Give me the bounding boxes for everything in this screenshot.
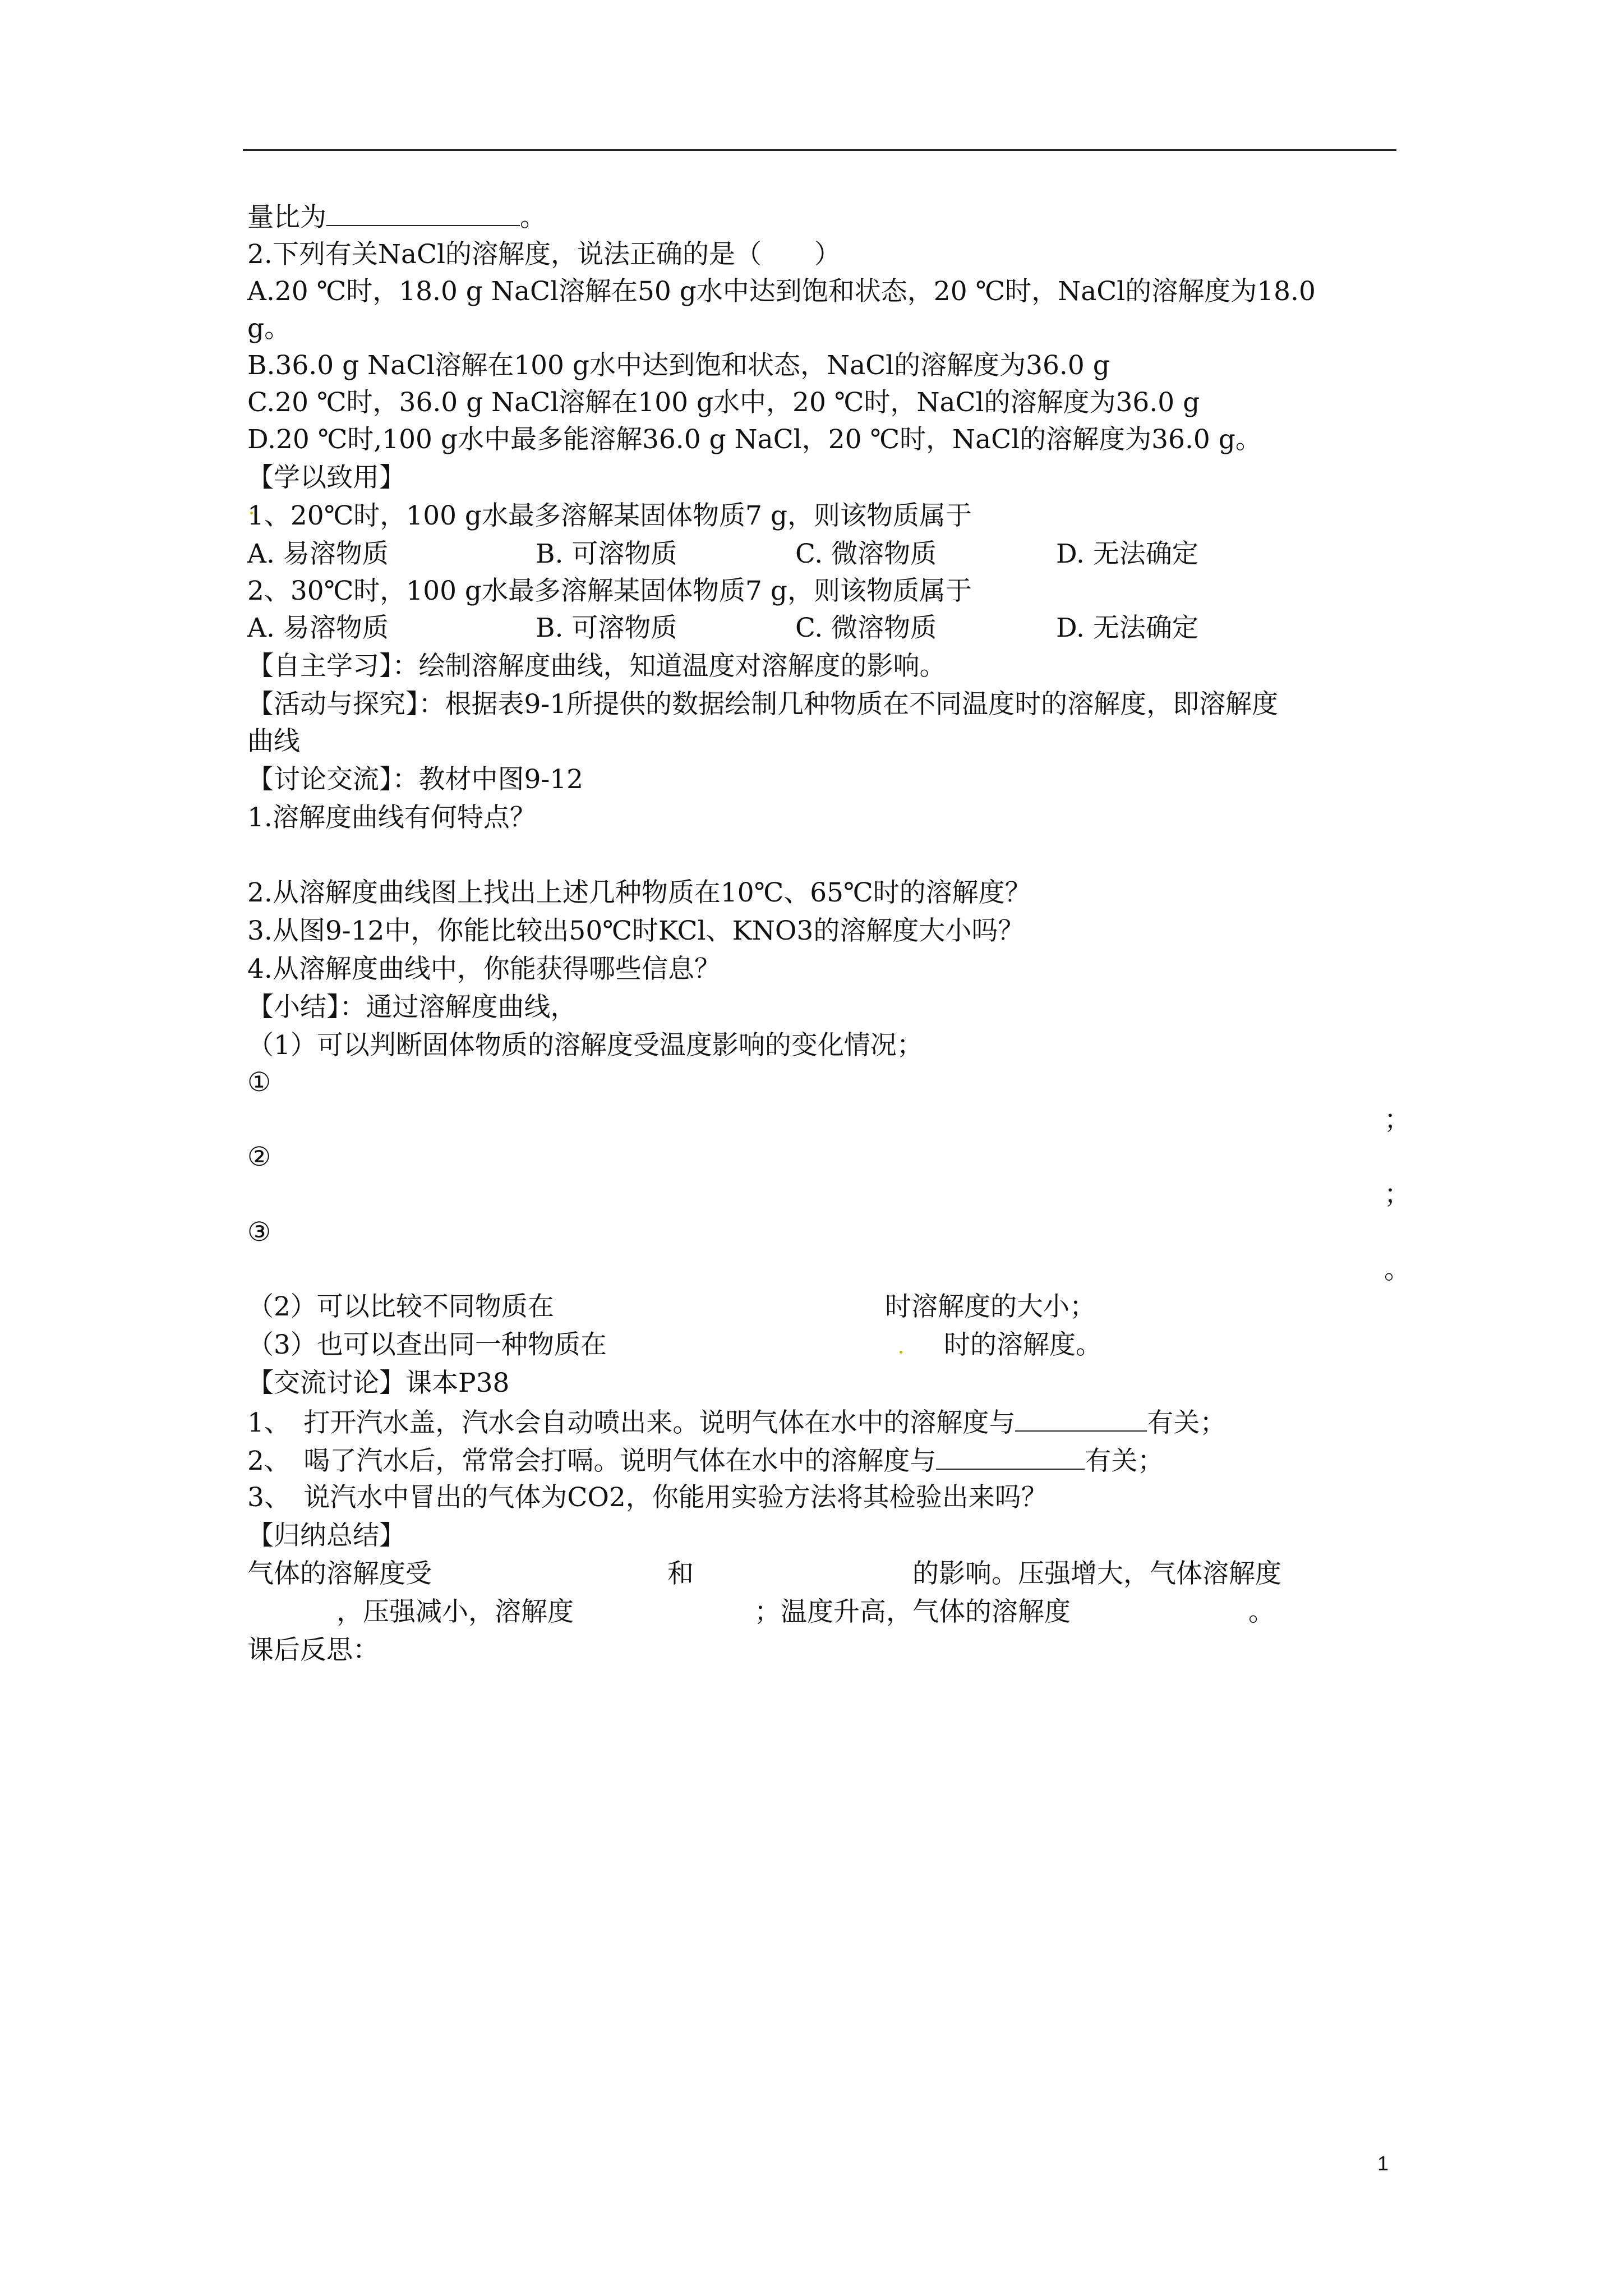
apply-1-opt-b: B. 可溶物质: [536, 539, 677, 569]
conclusion-2b: ；温度升高，气体的溶解度: [754, 1596, 1071, 1627]
conclusion-1c: 的影响。压强增大，气体溶解度: [912, 1558, 1281, 1589]
apply-2-opt-a: A. 易溶物质: [247, 613, 389, 643]
option-c: C.20 ℃时，36.0 g NaCl溶解在100 g水中，20 ℃时，NaCl的溶解度为36.0 g: [247, 387, 1200, 418]
conclusion-1a: 气体的溶解度受: [247, 1558, 432, 1589]
conclusion-1b: 和: [667, 1558, 694, 1589]
discussion-q3: 3.从图9-12中，你能比较出50℃时KCl、KNO3的溶解度大小吗？: [247, 915, 1025, 946]
exchange-q3: 3、 说汽水中冒出的气体为CO2，你能用实验方法将其检验出来吗？: [247, 1482, 1048, 1513]
discussion-q4: 4.从溶解度曲线中，你能获得哪些信息？: [247, 954, 721, 984]
summary-point-2-suffix: 时溶解度的大小；: [885, 1291, 1096, 1322]
section-apply: 【学以致用】: [247, 462, 405, 493]
option-a: A.20 ℃时，18.0 g NaCl溶解在50 g水中达到饱和状态，20 ℃时，NaCl的溶解度为18.0: [247, 276, 1316, 307]
apply-question-2: 2、30℃时，100 g水最多溶解某固体物质7 g，则该物质属于: [247, 576, 972, 606]
after-class-reflection: 课后反思：: [247, 1635, 379, 1665]
discussion-q2: 2.从溶解度曲线图上找出上述几种物质在10℃、65℃时的溶解度？: [247, 877, 1031, 908]
summary-point-1: （1）可以判断固体物质的溶解度受温度影响的变化情况；: [247, 1030, 923, 1061]
circled-2: ②: [247, 1142, 271, 1172]
summary-point-3-prefix: （3）也可以查出同一种物质在: [247, 1329, 607, 1360]
exchange-q1: [247, 1405, 1226, 1440]
option-d: D.20 ℃时,100 g水中最多能溶解36.0 g NaCl，20 ℃时，NaCl的溶解度为36.0 g。: [247, 424, 1262, 455]
text: 有关；: [1147, 1407, 1227, 1438]
period-3: 。: [1384, 1254, 1410, 1285]
apply-1-opt-a: A. 易溶物质: [247, 539, 389, 569]
section-conclusion: 【归纳总结】: [247, 1520, 405, 1551]
apply-2-opt-b: B. 可溶物质: [536, 613, 677, 643]
text: 1、 打开汽水盖，汽水会自动喷出来。说明气体在水中的溶解度与: [247, 1407, 1016, 1438]
fill-blank[interactable]: [326, 199, 520, 226]
apply-2-opt-c: C. 微溶物质: [795, 613, 937, 643]
section-self-study: 【自主学习】：绘制溶解度曲线，知道温度对溶解度的影响。: [247, 651, 946, 682]
text: 2、 喝了汽水后，常常会打嗝。说明气体在水中的溶解度与: [247, 1446, 937, 1476]
apply-1-opt-d: D. 无法确定: [1056, 539, 1198, 569]
fill-blank[interactable]: [936, 1443, 1085, 1470]
text: 量比为: [247, 202, 326, 233]
section-summary: 【小结】：通过溶解度曲线，: [247, 992, 577, 1023]
section-discussion: 【讨论交流】：教材中图9-12: [247, 764, 584, 795]
answer-line-ratio: [247, 199, 546, 234]
semicolon-2: ；: [1384, 1179, 1410, 1210]
circled-3: ③: [247, 1217, 271, 1248]
exchange-q2: [247, 1443, 1164, 1478]
summary-point-3-suffix: 时的溶解度。: [944, 1329, 1102, 1360]
conclusion-2a: ，压强减小，溶解度: [336, 1596, 574, 1627]
header-rule: [243, 149, 1396, 151]
section-activity-cont: 曲线: [247, 726, 300, 757]
summary-point-2-prefix: （2）可以比较不同物质在: [247, 1291, 554, 1322]
circled-1: ①: [247, 1067, 271, 1098]
question-2: 2.下列有关NaCl的溶解度，说法正确的是（ ）: [247, 239, 841, 270]
conclusion-2c: 。: [1248, 1596, 1275, 1627]
apply-2-opt-d: D. 无法确定: [1056, 613, 1198, 643]
apply-question-1: 1、20℃时，100 g水最多溶解某固体物质7 g，则该物质属于: [247, 500, 972, 531]
option-b: B.36.0 g NaCl溶解在100 g水中达到饱和状态，NaCl的溶解度为36.0 g: [247, 350, 1110, 381]
text: 。: [520, 202, 546, 233]
text: 有关；: [1085, 1446, 1164, 1476]
section-exchange: 【交流讨论】课本P38: [247, 1368, 510, 1398]
option-a-cont: g。: [247, 313, 291, 344]
stray-dot: [900, 1351, 902, 1354]
section-activity: 【活动与探究】：根据表9-1所提供的数据绘制几种物质在不同温度时的溶解度，即溶解度: [247, 689, 1279, 720]
semicolon-1: ；: [1384, 1105, 1410, 1135]
discussion-q1: 1.溶解度曲线有何特点？: [247, 802, 536, 833]
page-number: 1: [1377, 2152, 1389, 2175]
fill-blank[interactable]: [1015, 1405, 1147, 1432]
apply-1-opt-c: C. 微溶物质: [795, 539, 937, 569]
